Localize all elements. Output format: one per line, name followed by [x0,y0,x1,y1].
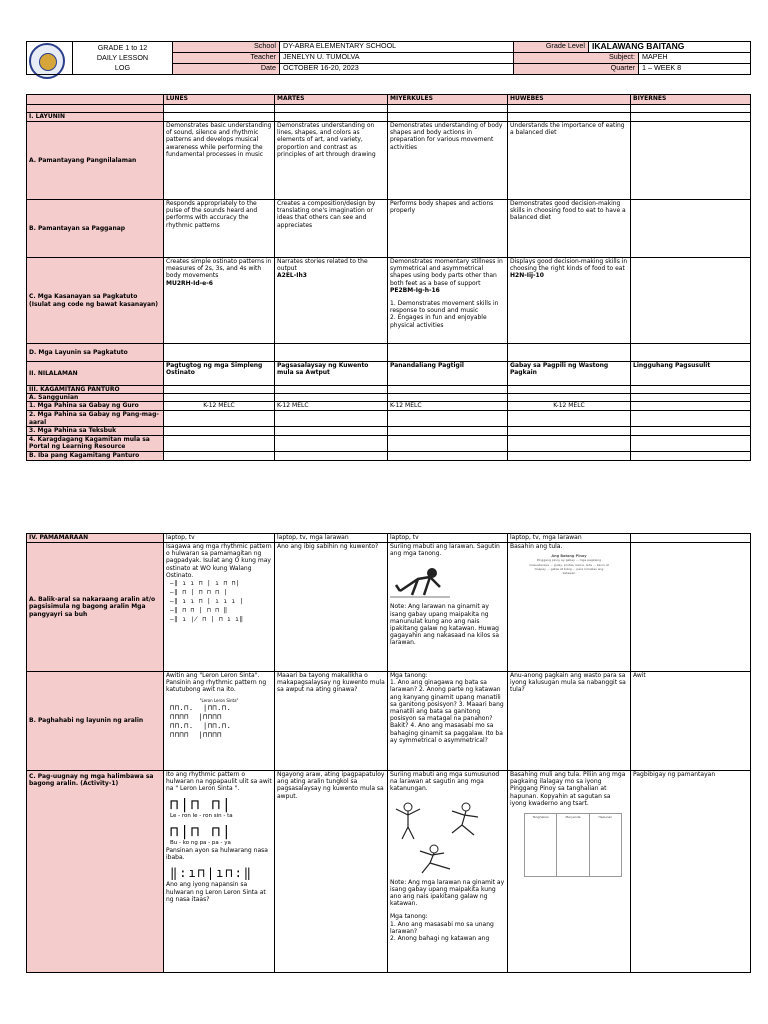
poem-title: Ang Batang Pinoy [551,554,587,559]
cell: Ano ang ibig sabihin ng kuwento? [275,543,388,672]
cell-extra: 1. Demonstrates movement skills in response to sound and music 2. Engages in fun and enjoyable physical activities [390,300,499,329]
log-title-line: GRADE 1 to 12 [97,43,148,52]
cell: Ngayong araw, ating ipagpapatuloy ang ating aralin tungkol sa pagsasalaysay ng kuwento mula sa awput. [275,771,388,973]
rhythm-figure-1: ⊓|⊓ ⊓| [170,796,233,813]
row-label: C. Mga Kasanayan sa Pagkatuto (Isulat ang code ng bawat kasanayan) [27,258,164,344]
spacer-cell [27,105,164,113]
quarter-value: 1 – WEEK 8 [639,64,751,75]
cell [388,543,508,672]
cell: Lingguhang Pagsusulit [631,362,751,386]
header-table [26,41,751,75]
chart-col: Tanghalian [525,814,557,876]
materials-cell: laptop, tv, mga larawan [508,534,631,543]
cell: Understands the importance of eating a balanced diet [508,122,631,200]
cell: Demonstrates understanding on lines, shapes, and colors as elements of art, and variety, proportion and contrast as principles of art through drawing [275,122,388,200]
day-header: MIYERKULES [388,95,508,105]
log-title-line: DAILY LESSON [96,53,149,62]
meal-chart [524,813,622,877]
cell [631,402,751,411]
syllables: Bu - ko ng pa - pa - ya [170,839,231,846]
cell [164,543,275,672]
poem-image [529,554,609,575]
grade-value: IKALAWANG BAITANG [589,42,751,53]
cell [508,771,631,973]
day-header: LUNES [164,95,275,105]
chart-col: Hapunan [598,815,613,820]
code: H2N-Iij-10 [510,272,544,280]
materials-cell: laptop, tv [164,534,275,543]
materials-cell: laptop, tv [388,534,508,543]
cell-text: Pansinan ayon sa hulwarang nasa ibaba. [166,847,268,862]
cell: Panandaliang Pagtigil [388,362,508,386]
day-header: HUWEBES [508,95,631,105]
cell: Maaari ba tayong makalikha o makapagsalaysay ng kuwento mula sa awput na ating ginawa? [275,672,388,771]
code: PE2BM-Ig-h-16 [390,286,440,294]
row-label: II. NILALAMAN [27,362,164,386]
row-label: B. Pamantayan sa Pagganap [27,200,164,258]
rhythm-pattern-figure: —‖ ı ı ⊓ | ı ⊓ ⊓| —‖ ⊓ | ⊓ ⊓ ⊓ | —‖ ı ı ⊓ | ı ı ı | —‖ ⊓ ⊓ | ⊓ ⊓ ‖ —‖ ı ∤ ⊓ | ⊓ ı ı‖ [170,580,245,624]
cell: K-12 MELC [508,402,631,411]
cell-text: Awitin ang "Leron Leron Sinta". Pansinin ang rhythmic pattern ng katutubong awit na ito. [166,672,267,694]
cell-note: Note: Ang larawan na ginamit ay isang gabay upang maipakita ng manunulat kung ano ang nais ipakitang galaw ng katawan. Huwag gagayahin ang nakasaad na kilos sa larawan. [390,603,499,647]
materials-cell: laptop, tv, mga larawan [275,534,388,543]
cell-text: Ito ang rhythmic pattern o hulwaran na ngpapaulit ulit sa awit na " Leron Leron Sinta ". [166,771,272,793]
cell [164,258,275,344]
rhythm-figure-2: ⊓|⊓ ⊓| [170,823,233,840]
cell: Demonstrates basic understanding of sound, silence and rhythmic patterns and develops musical awareness while performing the fundamental processes in music [164,122,275,200]
subject-value: MAPEH [639,53,751,64]
school-label: School [173,42,280,53]
row-label: 1. Mga Pahina sa Gabay ng Guro [27,402,164,411]
grade-label: Grade Level [514,42,589,53]
cell [164,771,275,973]
cell: Gabay sa Pagpili ng Wastong Pagkain [508,362,631,386]
row-label: B. Iba pang Kagamitang Panturo [27,451,164,460]
day-header: BIYERNES [631,95,751,105]
cell-text: Creates simple ostinato patterns in measures of 2s, 3s, and 4s with body movements [166,258,272,280]
quarter-label: Quarter [514,64,639,75]
subject-label: Subject: [514,53,639,64]
cell: Demonstrates good decision-making skills in choosing food to eat to have a balanced diet [508,200,631,258]
cell: Creates a composition/design by translating one's imagination or ideas that others can see and appreciates [275,200,388,258]
cell: Responds appropriately to the pulse of the sounds heard and performs with accuracy the rhythmic patterns [164,200,275,258]
objectives-table [26,94,751,461]
logo-cell [27,42,73,75]
row-label: B. Paghahabi ng layunin ng aralin [27,672,164,771]
row-label: A. Balik-aral sa nakaraang aralin at/o pagsisimula ng bagong aralin Mga pangyayri sa buh [27,543,164,672]
cell: K-12 MELC [275,402,388,411]
materials-cell [631,534,751,543]
syllables: Le - ron le - ron sin - ta [170,812,233,819]
cell: Pagtugtog ng mga Simpleng Ostinato [164,362,275,386]
cell: Pagsasalaysay ng Kuwento mula sa Awtput [275,362,388,386]
cell-questions: Mga tanong: 1. Ano ang masasabi mo sa unang larawan? 2. Anong bahagi ng katawan ang [390,913,494,943]
row-label: III. KAGAMITANG PANTURO [27,386,164,394]
cell: Demonstrates understanding of body shapes and body actions in preparation for various movement activities [388,122,508,200]
cell-note: Note: Ang mga larawan na ginamit ay isang gabay upang maipakita kung ano ang nais ipakitang galaw ng katawan. [390,878,505,908]
code: A2EL-Ih3 [277,272,307,280]
row-label: 3. Mga Pahina sa Teksbuk [27,426,164,435]
cell [631,122,751,200]
poem-text: Pinggang pinoy ay gabay ... mga pagkaing masustansya ... gulay, prutas, karne, isda ... kanin at tinapay ... gatas at tubig ... para lumakas ang katawan [529,558,609,576]
cell [508,258,631,344]
row-label: C. Pag-uugnay ng mga halimbawa sa bagong aralin. (Activity-1) [27,771,164,973]
log-title [73,42,173,75]
cell: K-12 MELC [164,402,275,411]
cell-text: Narrates stories related to the output [277,258,368,273]
date-label: Date [173,64,280,75]
cell-text: Basahin ang tula. [510,543,563,550]
children-poses-illustration [390,797,490,877]
cell [631,200,751,258]
cell [508,543,631,672]
cell-text: Basahing muli ang tula. Piliin ang mga pagkaing ilalagay mo sa iyong Pinggang Pinoy sa tanghalian at hapunan. Kopyahin at sagutan sa iyong kwaderno ang tsart. [510,771,626,807]
cell: Performs body shapes and actions properly [388,200,508,258]
corner-cell [27,95,164,105]
rhythm-figure-3: ‖:ı⊓|ı⊓:‖ [170,866,254,881]
row-label: A. Sanggunian [27,394,164,402]
section-pamamaraan: IV. PAMAMARAAN [27,534,164,543]
cell [388,771,508,973]
row-label: A. Pamantayang Pangnilalaman [27,122,164,200]
cell: Awit [631,672,751,771]
day-header: MARTES [275,95,388,105]
song-title: "Leron Leron Sinta" [199,697,239,703]
procedure-table [26,533,751,973]
log-title-line: LOG [114,63,131,72]
cell: Pagbibigay ng pamantayan [631,771,751,973]
date-value: OCTOBER 16-20, 2023 [280,64,514,75]
section-layunin: I. LAYUNIN [27,113,164,122]
cell-text: Isagawa ang mga rhythmic pattern o hulwaran sa pamamagitan ng pagpadyak. Isulat ang O kung may ostinato at WO kung Walang Ostinato. [166,543,272,579]
cell-text: Suriing mabuti ang larawan. Sagutin ang mga tanong. [390,543,500,558]
teacher-label: Teacher [173,53,280,64]
cell-text: Suriing mabuti ang mga sumusunod na larawan at sagutin ang mga katanungan. [390,771,500,793]
cell: Anu-anong pagkain ang wasto para sa iyong kalusugan mula sa nabanggit sa tula? [508,672,631,771]
row-label: 4. Karagdagang Kagamitan mula sa Portal ng Learning Resource [27,435,164,451]
cell [164,672,275,771]
cell [631,258,751,344]
cell-text: Demonstrates momentary stillness in symmetrical and asymmetrical shapes using body parts other than both feet as a base of support PE2BM-Ig-h-16 [390,258,503,294]
code: MU2RH-Id-e-6 [166,279,213,287]
cell-text: Ano ang iyong napansin sa hulwaran ng Leron Leron Sinta at ng nasa itaas? [166,881,266,903]
cell: Mga tanong: 1. Ano ang ginagawa ng bata sa larawan? 2. Anong parte ng katawan ang kanyang ginamit upang manatili sa ganitong posisyon? 3. Maaari bang manatili ang bata sa ganitong posisyon sa matagal na panahon? Bakit? 4. Ano ang masasabi mo sa bahaging ginamit sa paggalaw. Ito ba ay symmetrical o asymmetrical? [388,672,508,771]
cell: K-12 MELC [388,402,508,411]
cell [388,258,508,344]
child-balance-illustration [390,561,450,601]
row-label: D. Mga Layunin sa Pagkatuto [27,344,164,362]
row-label: 2. Mga Pahina sa Gabay ng Pang-mag-aaral [27,411,164,426]
school-value: DY-ABRA ELEMENTARY SCHOOL [280,42,514,53]
song-notation-figure: ⊓⊓.⊓. |⊓⊓.⊓. ⊓⊓⊓⊓ |⊓⊓⊓⊓ ⊓⊓.⊓. |⊓⊓.⊓. ⊓⊓⊓⊓ |⊓⊓⊓⊓ [170,703,232,739]
teacher-value: JENELYN U. TUMOLVA [280,53,514,64]
chart-col: Meryenda [557,814,589,876]
cell-text: Displays good decision-making skills in choosing the right kinds of food to eat [510,258,628,273]
cell [275,258,388,344]
